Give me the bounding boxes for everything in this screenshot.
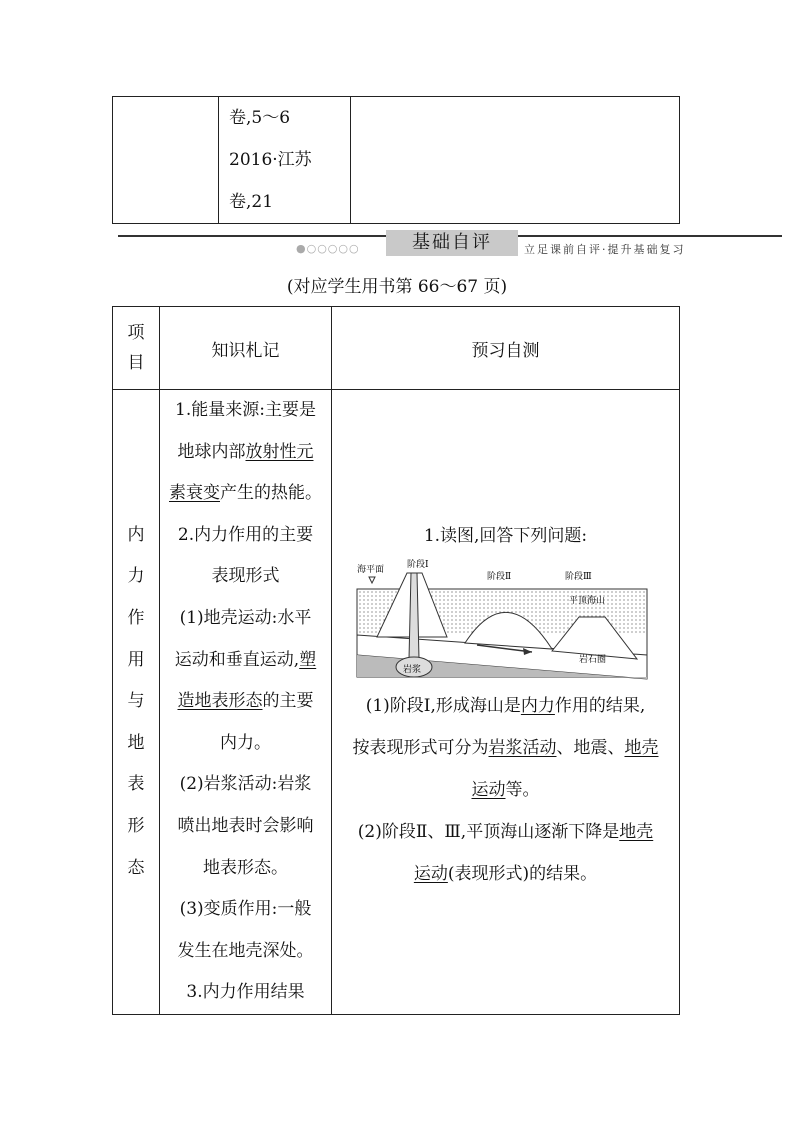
header-notes: 知识札记 xyxy=(160,307,332,390)
quiz-answer: 地壳 xyxy=(619,822,654,842)
quiz-question: 1.读图,回答下列问题: xyxy=(423,526,588,546)
section-banner xyxy=(118,226,782,262)
quiz-answer: 岩浆活动 xyxy=(488,738,557,758)
note-answer: 放射性元 xyxy=(245,441,314,462)
note-text: 的主要 xyxy=(262,691,314,712)
label-stage3: 阶段Ⅲ xyxy=(564,572,592,582)
label-magma: 岩浆 xyxy=(402,665,421,675)
quiz-answer-line xyxy=(332,853,679,895)
quiz-text: 按表现形式可分为 xyxy=(352,738,489,758)
exam-source-line: 卷,5～6 xyxy=(229,108,291,128)
quiz-text: (1)阶段Ⅰ,形成海山是 xyxy=(365,696,521,716)
note-line: 表现形式 xyxy=(211,566,280,587)
note-line: 1.能量来源:主要是 xyxy=(175,400,316,421)
quiz-text: (2)阶段Ⅱ、Ⅲ,平顶海山逐渐下降是 xyxy=(357,822,620,842)
label-stage1: 阶段Ⅰ xyxy=(406,560,429,570)
quiz-answer: 地壳 xyxy=(624,738,659,758)
topic-cell xyxy=(113,390,160,1015)
note-line: 发生在地壳深处。 xyxy=(177,940,314,961)
topic-char: 地 xyxy=(127,732,145,753)
note-line: 2.内力作用的主要 xyxy=(177,524,314,545)
note-answer: 塑 xyxy=(299,649,317,670)
magma-conduit xyxy=(409,573,419,659)
note-line: (3)变质作用:一般 xyxy=(179,899,312,920)
label-stage2: 阶段Ⅱ xyxy=(486,572,511,582)
quiz-answer-line xyxy=(332,727,679,769)
note-line: 喷出地表时会影响 xyxy=(177,815,314,836)
exam-source-cell xyxy=(219,97,351,224)
header-item-char: 目 xyxy=(127,353,145,373)
empty-cell xyxy=(113,97,219,224)
source-note: (对应学生用书第 66～67 页) xyxy=(286,277,508,297)
topic-char: 形 xyxy=(127,815,145,836)
note-line: 地表形态。 xyxy=(203,857,288,878)
note-line: 内力。 xyxy=(220,732,271,753)
note-text: 地球内部 xyxy=(177,441,246,462)
note-line xyxy=(160,640,331,682)
label-lithosphere: 岩石圈 xyxy=(578,655,606,665)
topic-char: 与 xyxy=(127,691,145,712)
quiz-answer: 运动 xyxy=(413,864,448,884)
quiz-text: (表现形式)的结果。 xyxy=(447,864,598,884)
note-text: 产生的热能。 xyxy=(220,483,322,504)
topic-char: 态 xyxy=(127,857,145,878)
quiz-answer-line xyxy=(332,811,679,853)
quiz-text: 作用的结果, xyxy=(554,696,646,716)
notes-cell xyxy=(160,390,332,1015)
topic-char: 内 xyxy=(127,524,145,545)
quiz-answer-line xyxy=(332,685,679,727)
label-sea-level: 海平面 xyxy=(356,565,384,575)
section-subtitle: 立足课前自评·提升基础复习 xyxy=(524,243,686,256)
topic-char: 用 xyxy=(127,649,145,670)
dots-decoration: ●○○○○○ xyxy=(296,242,360,255)
note-text: 运动和垂直运动, xyxy=(174,649,300,670)
sea-level-marker xyxy=(369,577,375,583)
topic-char: 力 xyxy=(127,566,145,587)
empty-cell xyxy=(351,97,680,224)
seamount-diagram xyxy=(347,559,665,681)
quiz-text: 、地震、 xyxy=(556,738,625,758)
note-answer: 造地表形态 xyxy=(177,691,263,712)
exam-source-line: 2016·江苏 xyxy=(229,150,312,170)
note-line xyxy=(160,473,331,515)
note-line: 3.内力作用结果 xyxy=(186,982,305,1003)
exam-source-line: 卷,21 xyxy=(229,192,274,212)
header-item xyxy=(113,307,160,390)
quiz-content xyxy=(332,402,679,1002)
topic-char: 表 xyxy=(127,774,145,795)
quiz-answer: 内力 xyxy=(520,696,555,716)
note-line xyxy=(160,432,331,474)
note-line: (1)地壳运动:水平 xyxy=(179,608,312,629)
knowledge-table xyxy=(112,306,680,1015)
quiz-answer-line xyxy=(332,769,679,811)
quiz-answer: 运动 xyxy=(471,780,506,800)
note-line: (2)岩浆活动:岩浆 xyxy=(179,774,312,795)
note-answer: 素衰变 xyxy=(169,483,220,504)
quiz-text: 等。 xyxy=(505,780,540,800)
section-title: 基础自评 xyxy=(386,230,518,256)
header-quiz: 预习自测 xyxy=(332,307,680,390)
note-line xyxy=(160,681,331,723)
quiz-cell xyxy=(332,390,680,1015)
header-item-char: 项 xyxy=(127,323,145,343)
label-flat-seamount: 平顶海山 xyxy=(568,596,605,606)
continuation-table xyxy=(112,96,680,224)
topic-char: 作 xyxy=(127,608,145,629)
